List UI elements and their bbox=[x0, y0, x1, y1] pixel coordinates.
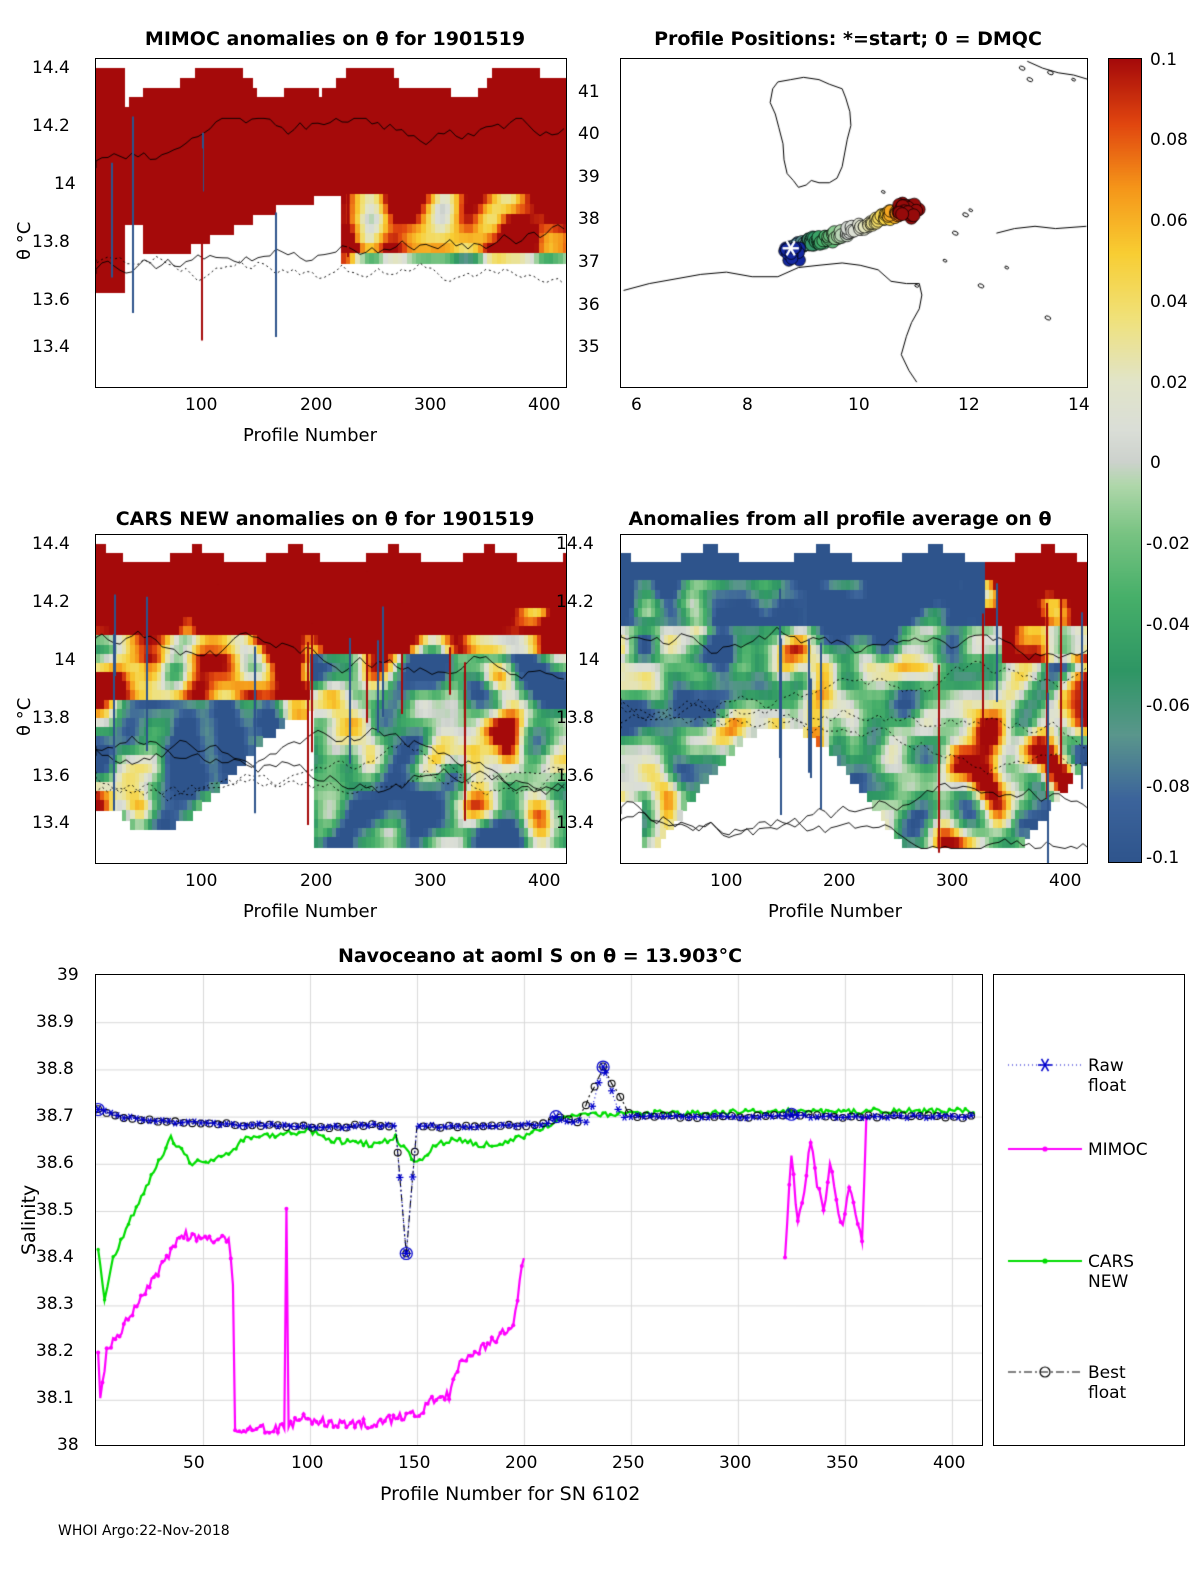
sal-ytick-4: 38.6 bbox=[36, 1153, 74, 1173]
cars-plot-canvas bbox=[96, 535, 567, 864]
sal-xtick-6: 350 bbox=[826, 1453, 859, 1473]
mimoc-xtick-3: 400 bbox=[528, 395, 561, 415]
sal-ytick-10: 38 bbox=[57, 1435, 79, 1455]
mimoc-xlabel: Profile Number bbox=[243, 425, 377, 446]
allprof-xtick-3: 400 bbox=[1049, 871, 1082, 891]
legend-item-cars-new[interactable] bbox=[1088, 1252, 1134, 1292]
legend-label-mimoc: MIMOC bbox=[1088, 1140, 1148, 1160]
positions-ytick-4: 37 bbox=[578, 252, 600, 272]
positions-xtick-3: 12 bbox=[958, 395, 980, 415]
cars-xlabel: Profile Number bbox=[243, 901, 377, 922]
salinity-plot-canvas bbox=[96, 975, 983, 1446]
cars-xtick-2: 300 bbox=[414, 871, 447, 891]
cars-ytick-5: 13.4 bbox=[32, 813, 70, 833]
mimoc-xtick-2: 300 bbox=[414, 395, 447, 415]
cars-ylabel: θ °C bbox=[14, 697, 35, 736]
legend-label-raw-float: Raw float bbox=[1088, 1056, 1127, 1096]
positions-ytick-0: 41 bbox=[578, 82, 600, 102]
mimoc-ytick-3: 13.8 bbox=[32, 232, 70, 252]
sal-ytick-2: 38.8 bbox=[36, 1059, 74, 1079]
mimoc-xtick-1: 200 bbox=[300, 395, 333, 415]
sal-xtick-3: 200 bbox=[505, 1453, 538, 1473]
mimoc-title: MIMOC anomalies on θ for 1901519 bbox=[144, 28, 526, 50]
mimoc-ylabel: θ °C bbox=[14, 221, 35, 260]
mimoc-ytick-5: 13.4 bbox=[32, 337, 70, 357]
allprof-xtick-2: 300 bbox=[936, 871, 969, 891]
sal-xtick-4: 250 bbox=[612, 1453, 645, 1473]
cars-xtick-1: 200 bbox=[300, 871, 333, 891]
allprof-xlabel: Profile Number bbox=[768, 901, 902, 922]
sal-ylabel: Salinity bbox=[18, 1184, 40, 1255]
cbar-tick-5: 0 bbox=[1150, 453, 1161, 473]
sal-xtick-0: 50 bbox=[183, 1453, 205, 1473]
cars-ytick-1: 14.2 bbox=[32, 592, 70, 612]
cars-ytick-3: 13.8 bbox=[32, 708, 70, 728]
allprof-title: Anomalies from all profile average on θ bbox=[628, 508, 1052, 530]
allprof-xtick-1: 200 bbox=[823, 871, 856, 891]
legend-item-raw-float[interactable] bbox=[1088, 1056, 1126, 1096]
cars-axes bbox=[95, 534, 567, 864]
allprof-axes bbox=[620, 534, 1088, 864]
cbar-tick-10: -0.1 bbox=[1146, 848, 1180, 868]
positions-xtick-0: 6 bbox=[631, 395, 642, 415]
sal-xtick-7: 400 bbox=[933, 1453, 966, 1473]
cbar-tick-1: 0.08 bbox=[1150, 130, 1188, 150]
sal-ytick-6: 38.4 bbox=[36, 1247, 74, 1267]
cbar-tick-4: 0.02 bbox=[1150, 373, 1188, 393]
mimoc-ytick-2: 14 bbox=[54, 174, 76, 194]
positions-ytick-2: 39 bbox=[578, 167, 600, 187]
sal-ytick-3: 38.7 bbox=[36, 1106, 74, 1126]
allprof-ytick-5: 13.4 bbox=[556, 813, 594, 833]
mimoc-ytick-4: 13.6 bbox=[32, 290, 70, 310]
cbar-tick-6: -0.02 bbox=[1146, 534, 1190, 554]
allprof-xtick-0: 100 bbox=[710, 871, 743, 891]
mimoc-ytick-1: 14.2 bbox=[32, 116, 70, 136]
cars-xtick-0: 100 bbox=[185, 871, 218, 891]
mimoc-ytick-0: 14.4 bbox=[32, 58, 70, 78]
cars-ytick-0: 14.4 bbox=[32, 534, 70, 554]
sal-ytick-8: 38.2 bbox=[36, 1341, 74, 1361]
sal-xtick-5: 300 bbox=[719, 1453, 752, 1473]
figure-footer: WHOI Argo:22-Nov-2018 bbox=[58, 1523, 230, 1539]
cbar-tick-2: 0.06 bbox=[1150, 211, 1188, 231]
cars-ytick-4: 13.6 bbox=[32, 766, 70, 786]
cars-title: CARS NEW anomalies on θ for 1901519 bbox=[115, 508, 535, 530]
legend-item-mimoc[interactable] bbox=[1088, 1140, 1148, 1160]
legend-label-best-float: Best float bbox=[1088, 1363, 1127, 1403]
mimoc-axes bbox=[95, 58, 567, 388]
cars-xtick-3: 400 bbox=[528, 871, 561, 891]
allprof-ytick-1: 14.2 bbox=[556, 592, 594, 612]
salinity-title: Navoceano at aoml S on θ = 13.903°C bbox=[337, 945, 743, 967]
sal-xtick-1: 100 bbox=[291, 1453, 324, 1473]
colorbar-gradient bbox=[1108, 58, 1142, 863]
sal-ytick-0: 39 bbox=[57, 965, 79, 985]
legend-item-best-float[interactable] bbox=[1088, 1363, 1126, 1403]
cbar-tick-3: 0.04 bbox=[1150, 292, 1188, 312]
sal-xlabel: Profile Number for SN 6102 bbox=[380, 1483, 641, 1505]
cbar-tick-9: -0.08 bbox=[1146, 777, 1190, 797]
mimoc-plot-canvas bbox=[96, 59, 567, 388]
allprof-ytick-2: 14 bbox=[578, 650, 600, 670]
sal-ytick-9: 38.1 bbox=[36, 1388, 74, 1408]
positions-map-canvas bbox=[621, 59, 1088, 388]
legend-label-cars-new: CARS NEW bbox=[1088, 1252, 1135, 1292]
positions-title: Profile Positions: *=start; 0 = DMQC bbox=[654, 28, 1042, 50]
cbar-tick-8: -0.06 bbox=[1146, 696, 1190, 716]
cbar-tick-7: -0.04 bbox=[1146, 615, 1190, 635]
mimoc-xtick-0: 100 bbox=[185, 395, 218, 415]
sal-ytick-5: 38.5 bbox=[36, 1200, 74, 1220]
sal-ytick-7: 38.3 bbox=[36, 1294, 74, 1314]
sal-xtick-2: 150 bbox=[398, 1453, 431, 1473]
allprof-plot-canvas bbox=[621, 535, 1088, 864]
positions-axes bbox=[620, 58, 1088, 388]
sal-ytick-1: 38.9 bbox=[36, 1012, 74, 1032]
colorbar-canvas bbox=[1109, 59, 1142, 863]
allprof-ytick-0: 14.4 bbox=[556, 534, 594, 554]
positions-xtick-4: 14 bbox=[1068, 395, 1090, 415]
cbar-tick-0: 0.1 bbox=[1150, 50, 1178, 70]
allprof-ytick-4: 13.6 bbox=[556, 766, 594, 786]
positions-ytick-1: 40 bbox=[578, 124, 600, 144]
positions-xtick-2: 10 bbox=[848, 395, 870, 415]
salinity-axes bbox=[95, 974, 983, 1446]
allprof-ytick-3: 13.8 bbox=[556, 708, 594, 728]
cars-ytick-2: 14 bbox=[54, 650, 76, 670]
positions-ytick-3: 38 bbox=[578, 209, 600, 229]
positions-ytick-5: 36 bbox=[578, 295, 600, 315]
positions-xtick-1: 8 bbox=[742, 395, 753, 415]
positions-ytick-6: 35 bbox=[578, 337, 600, 357]
